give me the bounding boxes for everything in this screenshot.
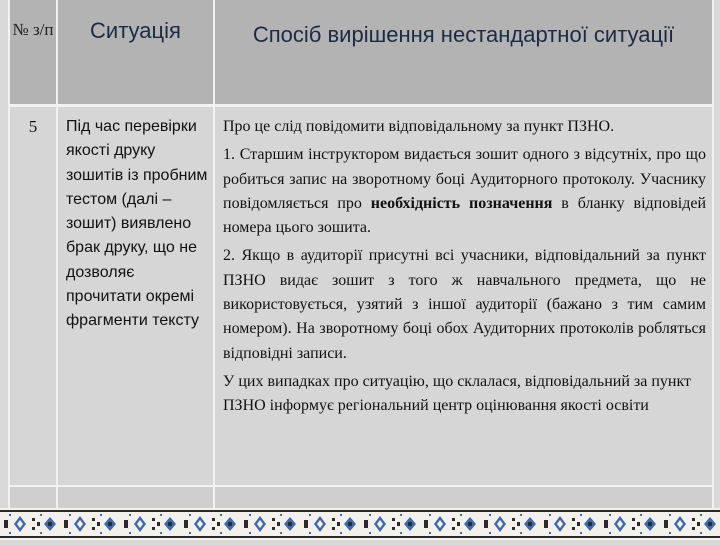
row-solution-text bbox=[215, 107, 712, 419]
table-row bbox=[9, 106, 713, 487]
table-header-row bbox=[9, 0, 713, 106]
solution-intro: Про це слід повідомити відповідальному за пункт ПЗНО. bbox=[223, 118, 615, 135]
situation-table bbox=[8, 0, 714, 515]
row-number: 5 bbox=[28, 117, 38, 136]
solution-conclusion: У цих випадках про ситуацію, що склалася, відповідальний за пункт ПЗНО інформує регіональний центр оцінювання якості освіти bbox=[223, 372, 691, 415]
header-situation-cell bbox=[57, 0, 214, 106]
header-solution-cell bbox=[214, 0, 713, 106]
header-number: № з/п bbox=[12, 20, 54, 39]
solution-item-1-end: в бланку відповідей номера цього зошита. bbox=[223, 194, 707, 237]
embroidery-ornament-strip bbox=[0, 508, 720, 540]
row-situation-text: Під час перевірки якості друку зошитів із пробним тестом (далі – зошит) виявлено брак друку, що не дозволяє прочитати окремі фрагменти тексту bbox=[66, 118, 208, 330]
solution-item-1-start: 1. Старшим інструктором видається зошит одного з відсутніх, про що робиться запис на зворотному боці Аудиторного протоколу. Учаснику повідомляється про bbox=[223, 146, 706, 212]
row-solution-cell bbox=[214, 106, 713, 487]
solution-item-2: 2. Якщо в аудиторії присутні всі учасники, відповідальний за пункт ПЗНО видає зошит з того ж навчального предмета, що не використовується, узятий з іншої аудиторії (бажано з тим самим номером). На зворотному боці обох Аудиторних протоколів робляться відповідні записи. bbox=[223, 247, 706, 362]
solution-item-1 bbox=[223, 143, 706, 240]
header-number-cell bbox=[9, 0, 57, 106]
row-situation-cell bbox=[57, 106, 214, 487]
row-number-cell bbox=[9, 106, 57, 487]
ornament-pattern-icon bbox=[0, 508, 720, 540]
header-solution: Спосіб вирішення нестандартної ситуації bbox=[252, 22, 675, 47]
header-situation: Ситуація bbox=[90, 18, 181, 43]
solution-item-1-emphasis: необхідність позначення bbox=[370, 194, 553, 212]
